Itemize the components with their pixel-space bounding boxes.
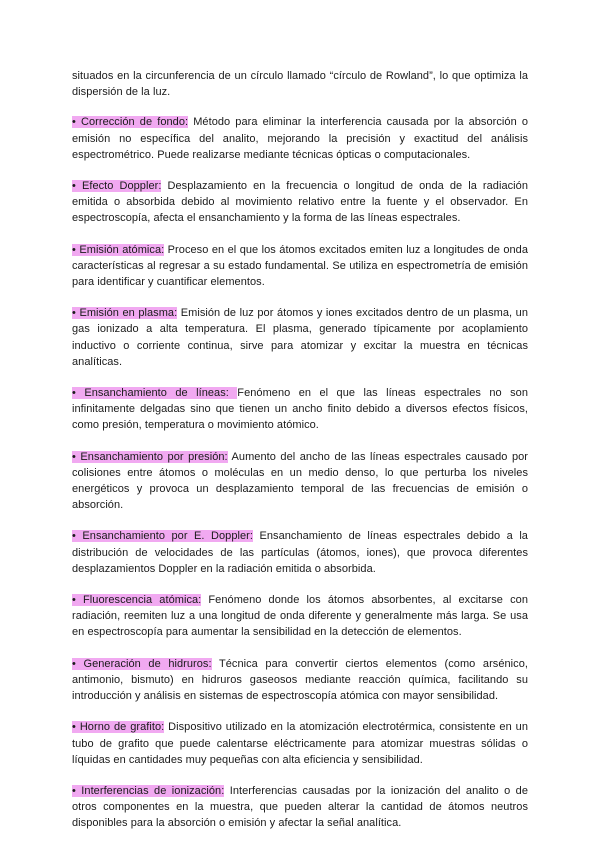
glossary-entry xyxy=(72,656,528,705)
glossary-entry xyxy=(72,178,528,227)
glossary-entry xyxy=(72,592,528,641)
glossary-entry xyxy=(72,449,528,514)
glossary-entry xyxy=(72,528,528,577)
glossary-definition: Proceso en el que los átomos excitados emiten luz a longitudes de onda características al regresar a su estado fundamental. Se utiliza en espectrometría de emisión para identificar y cuantificar elementos. xyxy=(72,243,528,289)
glossary-definition: Aumento del ancho de las líneas espectrales causado por colisiones entre átomos o moléculas en un medio denso, lo que perturba los niveles energéticos y provoca un desplazamiento temporal de las frecuencias de emisión o absorción. xyxy=(72,450,528,512)
glossary-term: • Interferencias de ionización: xyxy=(72,784,225,797)
glossary-definition: Fenómeno en el que las líneas espectrales no son infinitamente delgadas sino que tienen un ancho finito debido a diversos efectos físicos, como presión, temperatura o movimiento atómico. xyxy=(72,387,528,432)
glossary-term: • Corrección de fondo: xyxy=(72,116,189,129)
glossary-entry xyxy=(72,385,528,434)
glossary-definition: Emisión de luz por átomos y iones excitados dentro de un plasma, un gas ionizado a alta temperatura. El plasma, generado típicamente por acoplamiento inductivo o corriente continua, sirve para atomizar y excitar la muestra en técnicas analíticas. xyxy=(72,307,528,368)
glossary-entry xyxy=(72,783,528,832)
glossary-term: • Generación de hidruros: xyxy=(72,657,212,670)
glossary-term: • Efecto Doppler: xyxy=(72,180,162,193)
glossary-term: • Emisión en plasma: xyxy=(72,307,178,320)
glossary-definition: Fenómeno donde los átomos absorbentes, al excitarse con radiación, reemiten luz a una longitud de onda diferente y generalmente más larga. Se usa en espectroscopía para aumentar la sensibilidad en la detección de elementos. xyxy=(72,594,528,639)
glossary-definition: Dispositivo utilizado en la atomización electrotérmica, consistente en un tubo de grafito que puede calentarse eléctricamente para atomizar muestras sólidas o líquidas en cantidades muy pequeñas con alta eficiencia y sensibilidad. xyxy=(72,721,529,766)
glossary-entry xyxy=(72,242,528,291)
glossary-term: • Horno de grafito: xyxy=(72,721,165,734)
glossary-definition: Técnica para convertir ciertos elementos (como arsénico, antimonio, bismuto) en hidruros gaseosos mediante reacción química, facilitando su introducción y análisis en sistemas de espectroscopía atómica con mayor sensibilidad. xyxy=(72,657,528,703)
glossary-term: • Ensanchamiento por E. Doppler: xyxy=(72,530,253,543)
glossary-definition: Desplazamiento en la frecuencia o longitud de onda de la radiación emitida o absorbida debido al movimiento relativo entre la fuente y el observador. En espectroscopía, afecta el ensanchamiento y la forma de las líneas espectrales. xyxy=(72,180,529,225)
glossary-list xyxy=(72,114,528,831)
glossary-term: • Emisión atómica: xyxy=(72,243,165,256)
glossary-entry xyxy=(72,305,528,370)
glossary-term: • Ensanchamiento de líneas: xyxy=(72,387,238,400)
glossary-entry xyxy=(72,114,528,163)
glossary-definition: Ensanchamiento de líneas espectrales debido a la distribución de velocidades de las partículas (átomos, iones), que provoca diferentes desplazamientos Doppler en la radiación emitida o absorbida. xyxy=(72,530,528,575)
intro-paragraph: situados en la circunferencia de un círculo llamado “círculo de Rowland”, lo que optimiza la dispersión de la luz. xyxy=(72,70,528,99)
glossary-entry xyxy=(72,719,528,768)
glossary-term: • Fluorescencia atómica: xyxy=(72,594,202,607)
glossary-definition: Método para eliminar la interferencia causada por la absorción o emisión no específica del analito, mejorando la precisión y exactitud del análisis espectrométrico. Puede realizarse mediante técnicas ópticas o computacionales. xyxy=(72,116,529,161)
glossary-definition: Interferencias causadas por la ionización del analito o de otros componentes en la muestra, que pueden alterar la cantidad de átomos neutros disponibles para la absorción o emisión y afectar la señal analítica. xyxy=(72,784,528,830)
document-page xyxy=(72,68,528,847)
glossary-term: • Ensanchamiento por presión: xyxy=(72,450,228,463)
